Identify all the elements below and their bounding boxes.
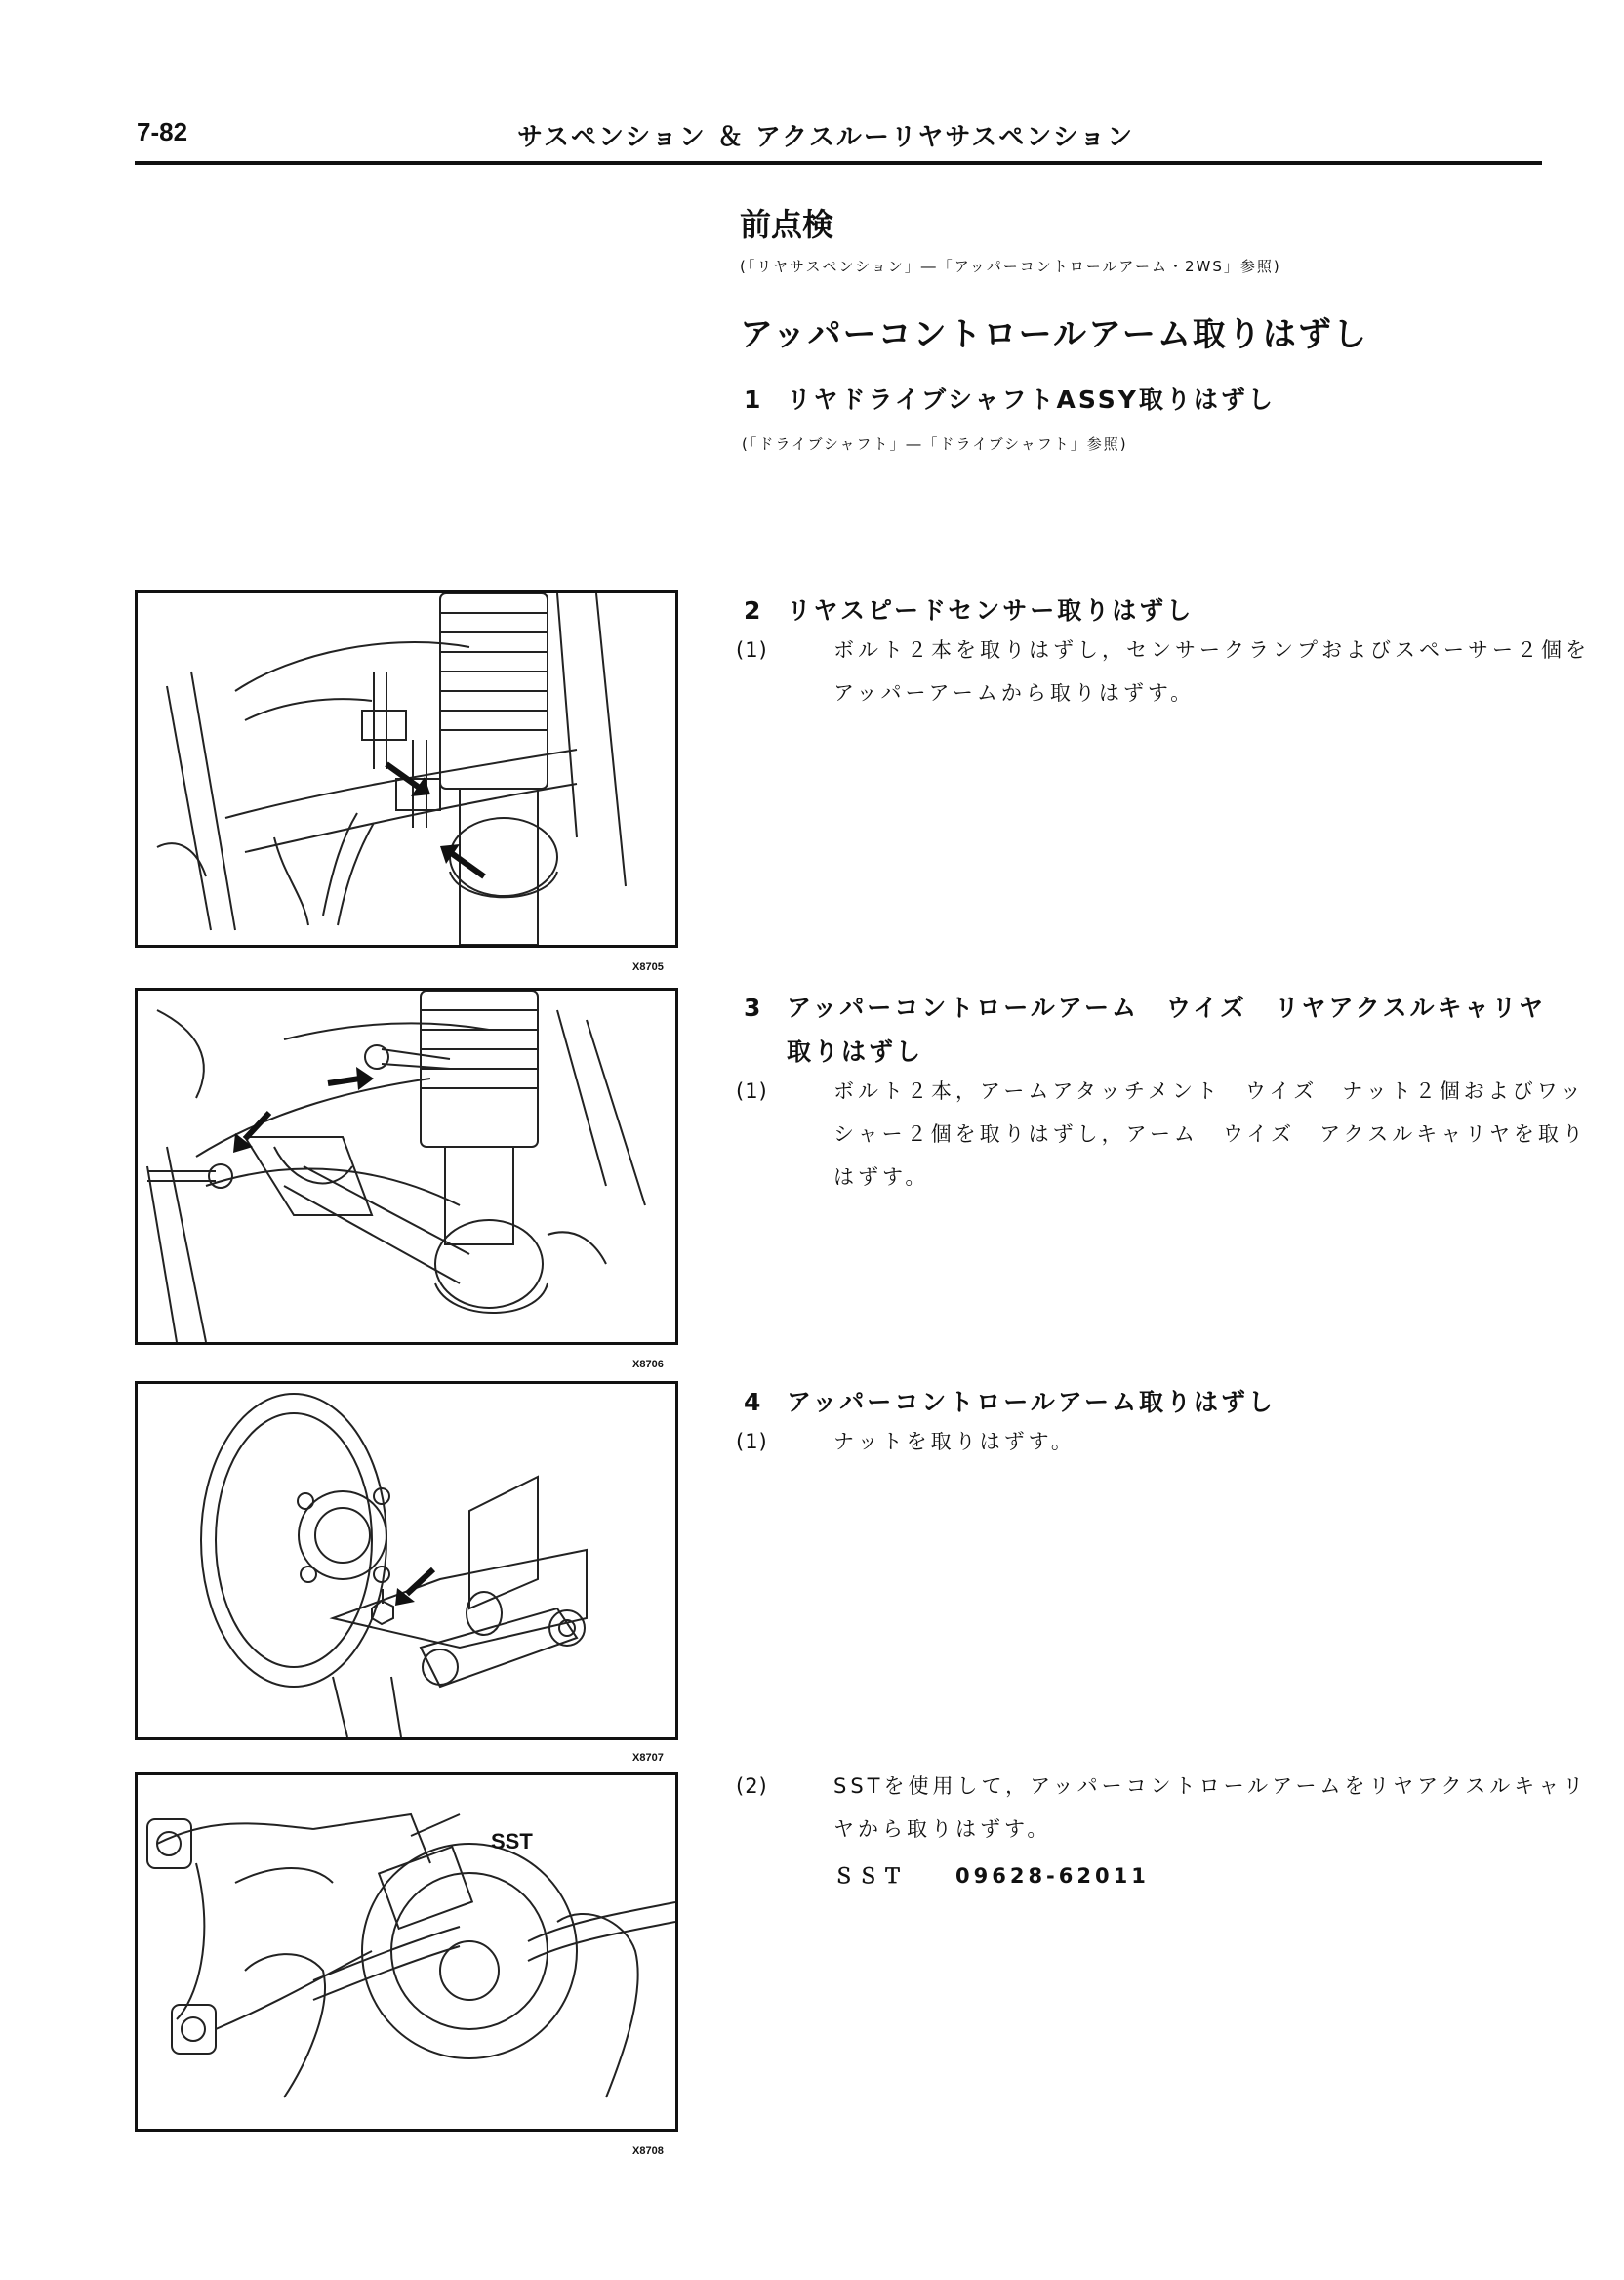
sub-label: (1) bbox=[736, 1430, 768, 1453]
step-4-sub-1 bbox=[736, 1420, 1595, 1463]
sst-callout: SST bbox=[491, 1829, 533, 1853]
arrow-icon bbox=[382, 759, 440, 798]
arrow-icon bbox=[389, 1565, 438, 1608]
step-4-sub-2 bbox=[736, 1765, 1595, 1851]
step-3-title-cont: 取りはずし bbox=[787, 1038, 924, 1066]
sub-label: (1) bbox=[736, 638, 768, 662]
step-number: 2 bbox=[744, 596, 764, 625]
removal-title: アッパーコントロールアーム取りはずし bbox=[740, 315, 1368, 354]
step-number: 3 bbox=[744, 994, 764, 1022]
step-4-title bbox=[744, 1383, 1276, 1418]
figure-code: X8707 bbox=[632, 1752, 664, 1764]
step-3-sub-1 bbox=[736, 1070, 1595, 1199]
step-title-text: リヤスピードセンサー取りはずし bbox=[787, 596, 1195, 625]
step-3-title bbox=[744, 989, 1546, 1024]
page-number: 7-82 bbox=[137, 117, 188, 146]
figure-code: X8708 bbox=[632, 2145, 664, 2157]
step-title-text: アッパーコントロールアーム取りはずし bbox=[787, 1388, 1277, 1416]
sub-text: ナットを取りはずす。 bbox=[833, 1430, 1076, 1453]
step-title-text: リヤドライブシャフトASSY取りはずし bbox=[787, 386, 1276, 414]
figure-nut-removal bbox=[135, 1381, 678, 1740]
sst-label: ＳＳＴ bbox=[833, 1864, 907, 1888]
step-number: 4 bbox=[744, 1388, 764, 1416]
step-title-text: アッパーコントロールアーム ウイズ リヤアクスルキャリヤ bbox=[787, 994, 1547, 1022]
sst-removal-illustration bbox=[138, 1775, 675, 2129]
step-1-ref: (「ドライブシャフト」―「ドライブシャフト」参照) bbox=[742, 435, 1128, 453]
figure-code: X8706 bbox=[632, 1359, 664, 1370]
nut-removal-illustration bbox=[138, 1384, 675, 1737]
header-rule bbox=[135, 161, 1542, 165]
sub-label: (1) bbox=[736, 1079, 768, 1103]
pre-check-title: 前点検 bbox=[740, 206, 834, 243]
arrow-icon bbox=[430, 842, 489, 881]
upper-arm-illustration bbox=[138, 991, 675, 1342]
sub-label: (2) bbox=[736, 1774, 768, 1798]
sub-text: ボルト２本，アームアタッチメント ウイズ ナット２個およびワッシャー２個を取りはずし，アーム ウイズ アクスルキャリヤを取りはずす。 bbox=[833, 1079, 1587, 1189]
step-1-title bbox=[744, 381, 1276, 416]
step-2-title bbox=[744, 591, 1194, 627]
sub-text: ボルト２本を取りはずし，センサークランプおよびスペーサー２個をアッパーアームから取りはずす。 bbox=[833, 638, 1590, 705]
sub-text: SSTを使用して，アッパーコントロールアームをリヤアクスルキャリヤから取りはずす。 bbox=[833, 1774, 1588, 1841]
sst-line bbox=[833, 1860, 1150, 1890]
arrow-icon bbox=[225, 1108, 274, 1157]
sst-number: 09628-62011 bbox=[955, 1864, 1150, 1888]
running-title: サスペンション ＆ アクスルーリヤサスペンション bbox=[517, 123, 1135, 152]
step-number: 1 bbox=[744, 386, 764, 414]
figure-upper-arm-with-carrier bbox=[135, 988, 678, 1345]
figure-sst-removal bbox=[135, 1772, 678, 2132]
figure-speed-sensor bbox=[135, 590, 678, 948]
pre-check-ref: (「リヤサスペンション」―「アッパーコントロールアーム・2WS」参照) bbox=[740, 258, 1281, 275]
step-2-sub-1 bbox=[736, 629, 1595, 714]
figure-code: X8705 bbox=[632, 961, 664, 973]
arrow-icon bbox=[323, 1059, 377, 1098]
